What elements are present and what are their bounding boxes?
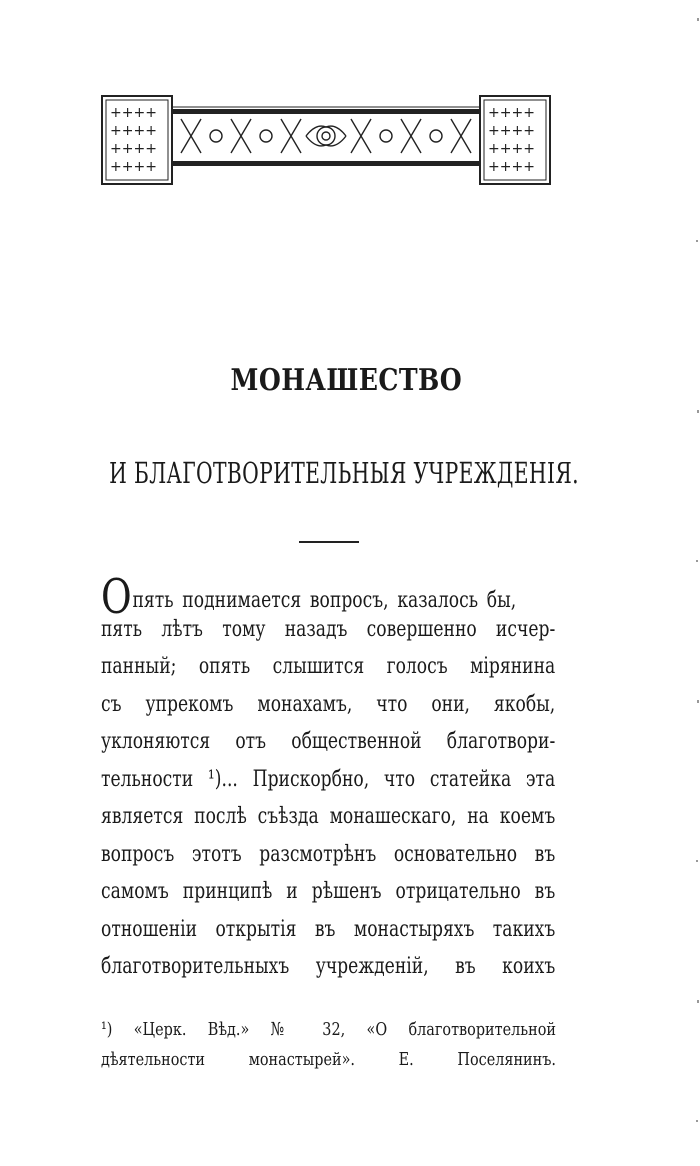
footnote-line: ¹) «Церк. Вѣд.» № 32, «О благотворительной — [101, 1019, 556, 1040]
svg-text:++++: ++++ — [110, 123, 157, 139]
body-line: отношеніи открытія въ монастыряхъ такихъ — [101, 916, 556, 942]
body-line: является послѣ съѣзда монашескаго, на коемъ — [101, 804, 556, 829]
body-paragraph — [101, 569, 556, 986]
body-line: уклоняются отъ общественной благотвори- — [101, 729, 556, 754]
page-edge-speckles — [692, 0, 700, 1166]
title-divider — [299, 541, 359, 543]
body-line: самомъ принципѣ и рѣшенъ отрицательно въ — [101, 879, 556, 904]
svg-text:++++: ++++ — [110, 105, 157, 121]
ornamental-headpiece — [101, 95, 551, 185]
body-line: пять лѣтъ тому назадъ совершенно исчер- — [101, 616, 556, 642]
body-line: благотворительныхъ учрежденій, въ коихъ — [101, 954, 556, 979]
svg-text:++++: ++++ — [488, 141, 535, 157]
svg-text:++++: ++++ — [110, 141, 157, 157]
page-title: МОНАШЕСТВО — [230, 363, 463, 398]
svg-text:++++: ++++ — [488, 123, 535, 139]
body-line: Опять поднимается вопросъ, казалось бы, — [101, 569, 517, 625]
body-line: панный; опять слышится голосъ мірянина — [101, 654, 556, 679]
body-line: съ упрекомъ монахамъ, что они, якобы, — [101, 691, 556, 717]
body-line: вопросъ этотъ разсмотрѣнъ основательно въ — [101, 841, 556, 867]
footnote-line: дѣятельности монастырей». Е. Поселянинъ. — [101, 1049, 556, 1070]
drop-cap: О — [101, 569, 132, 625]
footnote — [101, 1015, 556, 1075]
svg-text:++++: ++++ — [110, 159, 157, 175]
body-line: тельности ¹)... Прискорбно, что статейка эта — [101, 766, 556, 792]
page-subtitle: И БЛАГОТВОРИТЕЛЬНЫЯ УЧРЕЖДЕНІЯ. — [109, 456, 579, 490]
svg-text:++++: ++++ — [488, 105, 535, 121]
svg-text:++++: ++++ — [488, 159, 535, 175]
